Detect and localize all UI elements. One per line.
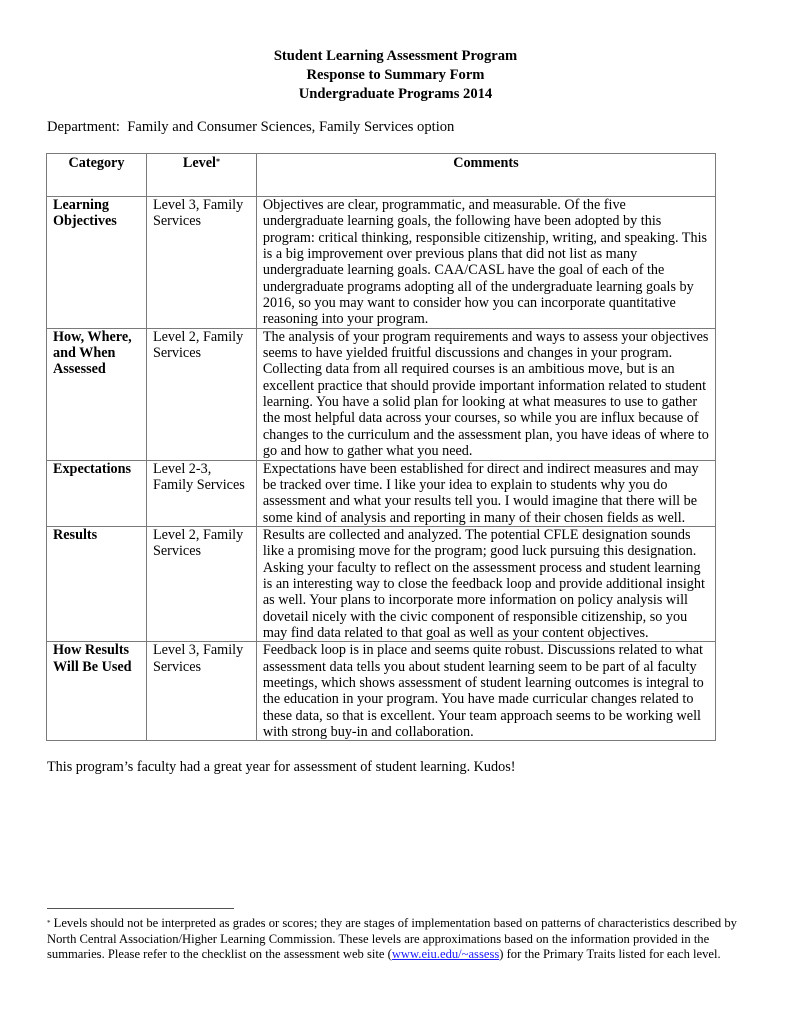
row-category: How, Where, and When Assessed (47, 328, 147, 460)
row-comments: Results are collected and analyzed. The potential CFLE designation sounds like a promising move for the program; good luck pursuing this designation. Asking your faculty to reflect on the assessment process and student learning is an interesting way to close the feedback loop and provide additional insight as well. Your plans to incorporate more information on policy analysis will dovetail nicely with the civic component of responsible citizenship, so you may find data related to that goal as well as your content objectives. (256, 526, 715, 641)
row-category: Expectations (47, 460, 147, 526)
department-line (47, 118, 454, 136)
row-level: Level 2, Family Services (146, 526, 256, 641)
table-row (47, 328, 716, 460)
row-comments: Objectives are clear, programmatic, and measurable. Of the five undergraduate learning goals, the following have been adopted by this program: critical thinking, responsible citizenship, writing, and speaking. This is a big improvement over previous plans that did not list as many undergraduate learning goals. CAA/CASL have the goal of each of the undergraduate programs adopting all of the undergraduate learning goals by 2016, so you may want to consider how you can incorporate quantitative reasoning into your program. (256, 197, 715, 329)
row-category: How Results Will Be Used (47, 642, 147, 741)
table-header-row (47, 154, 716, 197)
table-row (47, 460, 716, 526)
row-level: Level 2, Family Services (146, 328, 256, 460)
document-title (0, 47, 791, 104)
row-level: Level 3, Family Services (146, 197, 256, 329)
row-level: Level 3, Family Services (146, 642, 256, 741)
table-row (47, 642, 716, 741)
header-category: Category (47, 154, 147, 197)
title-line-1: Student Learning Assessment Program (273, 48, 518, 64)
assessment-website-link[interactable]: www.eiu.edu/~assess (391, 947, 500, 962)
table-row (47, 197, 716, 329)
title-line-3: Undergraduate Programs 2014 (298, 86, 493, 102)
title-line-2: Response to Summary Form (306, 67, 485, 83)
footnote-marker: * (47, 919, 51, 927)
header-level: Level* (146, 154, 256, 197)
assessment-summary-table (46, 153, 716, 741)
footnote (47, 916, 747, 963)
department-value: Family and Consumer Sciences, Family Services option (127, 119, 455, 135)
row-comments: The analysis of your program requirements and ways to assess your objectives seems to have yielded fruitful discussions and changes in your program. Collecting data from all required courses is an ambitious move, but is an excellent practice that should provide important information related to student learning. You have a solid plan for looking at what measures to use to gather the most helpful data across your courses, so while you are influx because of changes to the curriculum and the assessment plan, you have ideas of where to go and how to gather what you need. (256, 328, 715, 460)
footnote-divider (47, 908, 234, 909)
footnote-marker: * (215, 157, 220, 166)
table-row (47, 526, 716, 641)
footnote-text-after: ) for the Primary Traits listed for each level. (499, 947, 721, 962)
row-category: Learning Objectives (47, 197, 147, 329)
department-label: Department: (47, 119, 120, 135)
row-comments: Feedback loop is in place and seems quite robust. Discussions related to what assessment data tells you about student learning seem to be part of al faculty meetings, which shows assessment of student learning outcomes is integral to the education in your program. You have made curricular changes related to these data, so that is excellent. Your team approach seems to be working well with strong buy-in and collaboration. (256, 642, 715, 741)
closing-remark: This program’s faculty had a great year for assessment of student learning. Kudos! (47, 759, 516, 775)
footnote-text-before: Levels should not be interpreted as grades or scores; they are stages of implementation based on patterns of characteristics described by North Central Association/Higher Learning Commission. These levels are approximations based on the information provided in the summaries. Please refer to the checklist on the assessment web site ( (47, 916, 737, 962)
row-level: Level 2-3, Family Services (146, 460, 256, 526)
row-category: Results (47, 526, 147, 641)
row-comments: Expectations have been established for direct and indirect measures and may be tracked over time. I like your idea to explain to students why you do assessment and what your results tell you. I would imagine that there will be some kind of analysis and reporting in many of their chosen fields as well. (256, 460, 715, 526)
header-comments: Comments (256, 154, 715, 197)
